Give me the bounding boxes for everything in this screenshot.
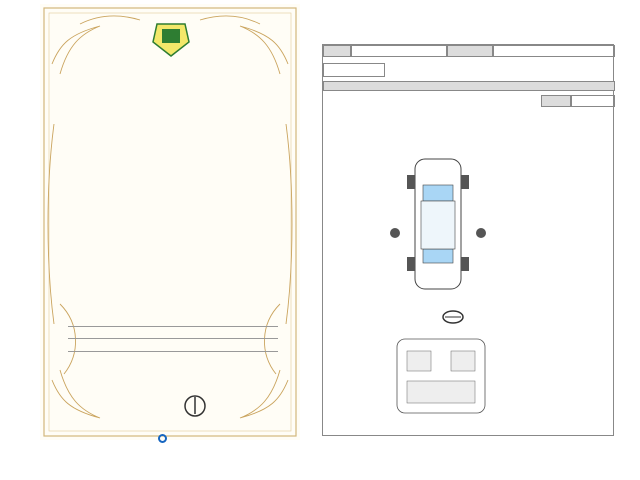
count-value — [571, 95, 615, 107]
ornamental-frame — [40, 4, 300, 440]
recheck-date-label — [447, 45, 493, 57]
car-interior-diagram — [393, 335, 489, 417]
count-label — [541, 95, 571, 107]
grading-certificate — [40, 4, 300, 440]
gu-kantei-badge — [149, 20, 193, 60]
check-date-value — [351, 45, 447, 57]
recheck-date-value — [493, 45, 615, 57]
steering-wheel-icon — [441, 309, 465, 325]
check-date-label — [323, 45, 351, 57]
jaaa-emblem — [180, 394, 210, 424]
sheet-quality-label — [323, 63, 385, 77]
condition-check-sheet — [322, 44, 614, 436]
proto-logo — [158, 428, 218, 447]
condition-notes — [571, 109, 615, 209]
wheels-diagram — [381, 223, 495, 303]
state-section-title — [323, 81, 615, 91]
